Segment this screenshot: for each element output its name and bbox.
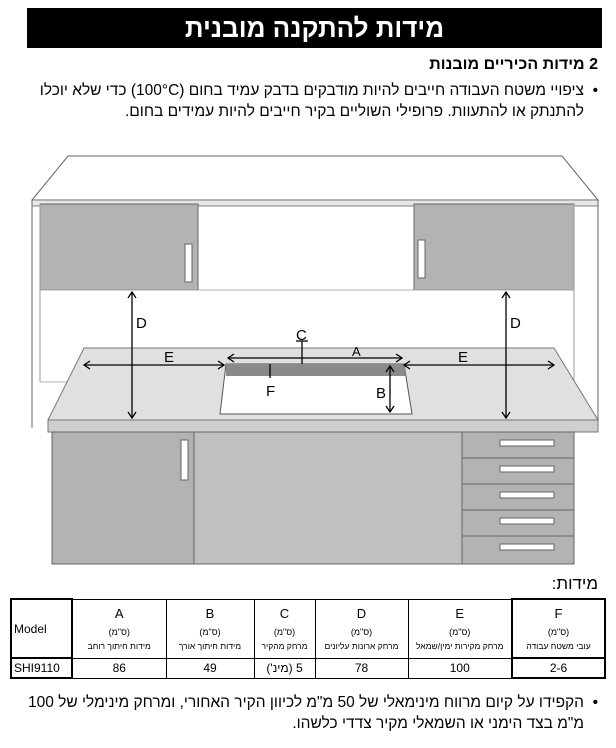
label-f: F [266, 383, 276, 400]
table-header-row [11, 599, 605, 658]
lower-cabinet-left [52, 432, 194, 564]
value-b: 49 [166, 658, 254, 678]
label-d-left: D [136, 315, 147, 332]
bullet-icon: • [592, 82, 598, 99]
model-cell: SHI9110 [11, 658, 72, 678]
column-header-e: E (ס"מ) מרחק מקירות ימין/שמאל [408, 599, 512, 658]
bullet-icon: • [592, 694, 598, 711]
lower-cabinet-middle [194, 432, 462, 564]
label-e-right: E [458, 349, 469, 366]
footer-paragraph [14, 692, 598, 734]
value-c: 5 (מינ') [254, 658, 315, 678]
intro-text: ציפויי משטח העבודה חייבים להיות מודבקים בדבק עמיד בחום (100°C) כדי שלא יוכלו להתנתק או להתעוות. פרופילי השוליים בקיר חייבים להיות עמידים בחום. [39, 82, 584, 120]
column-header-d: D (ס"מ) מרחק ארונות עליונים [315, 599, 408, 658]
column-header-f: F (ס"מ) עובי משטח עבודה [512, 599, 605, 658]
table-row [11, 658, 605, 678]
column-header-b: B (ס"מ) מידות חיתוך אורך [166, 599, 254, 658]
value-f: 2-6 [512, 658, 605, 678]
column-header-c: C (ס"מ) מרחק מהקיר [254, 599, 315, 658]
label-e-left: E [164, 349, 175, 366]
upper-cabinet-right [414, 204, 574, 290]
model-header: Model [11, 599, 72, 658]
label-c: C [296, 327, 307, 344]
label-d-right: D [510, 315, 521, 332]
dimensions-label: מידות: [551, 574, 598, 593]
value-e: 100 [408, 658, 512, 678]
value-d: 78 [315, 658, 408, 678]
column-header-a: A (ס"מ) מידות חיתוך רוחב [72, 599, 166, 658]
intro-paragraph [24, 80, 598, 122]
page-title: מידות להתקנה מובנית [27, 8, 602, 48]
section-heading: 2 מידות הכיריים מובנות [429, 56, 598, 73]
value-a: 86 [72, 658, 166, 678]
dimensions-table [10, 598, 606, 679]
installation-diagram [28, 152, 602, 570]
label-b: B [376, 385, 387, 402]
upper-cabinet-left [40, 204, 198, 290]
drawers [462, 432, 574, 564]
footer-text: הקפידו על קיום מרווח מינימאלי של 50 מ"מ לכיוון הקיר האחורי, ומרחק מינימלי של 100 מ"מ בצד הימני או השמאלי מקיר צדדי כלשהו. [27, 694, 584, 732]
label-a: A [352, 344, 361, 359]
